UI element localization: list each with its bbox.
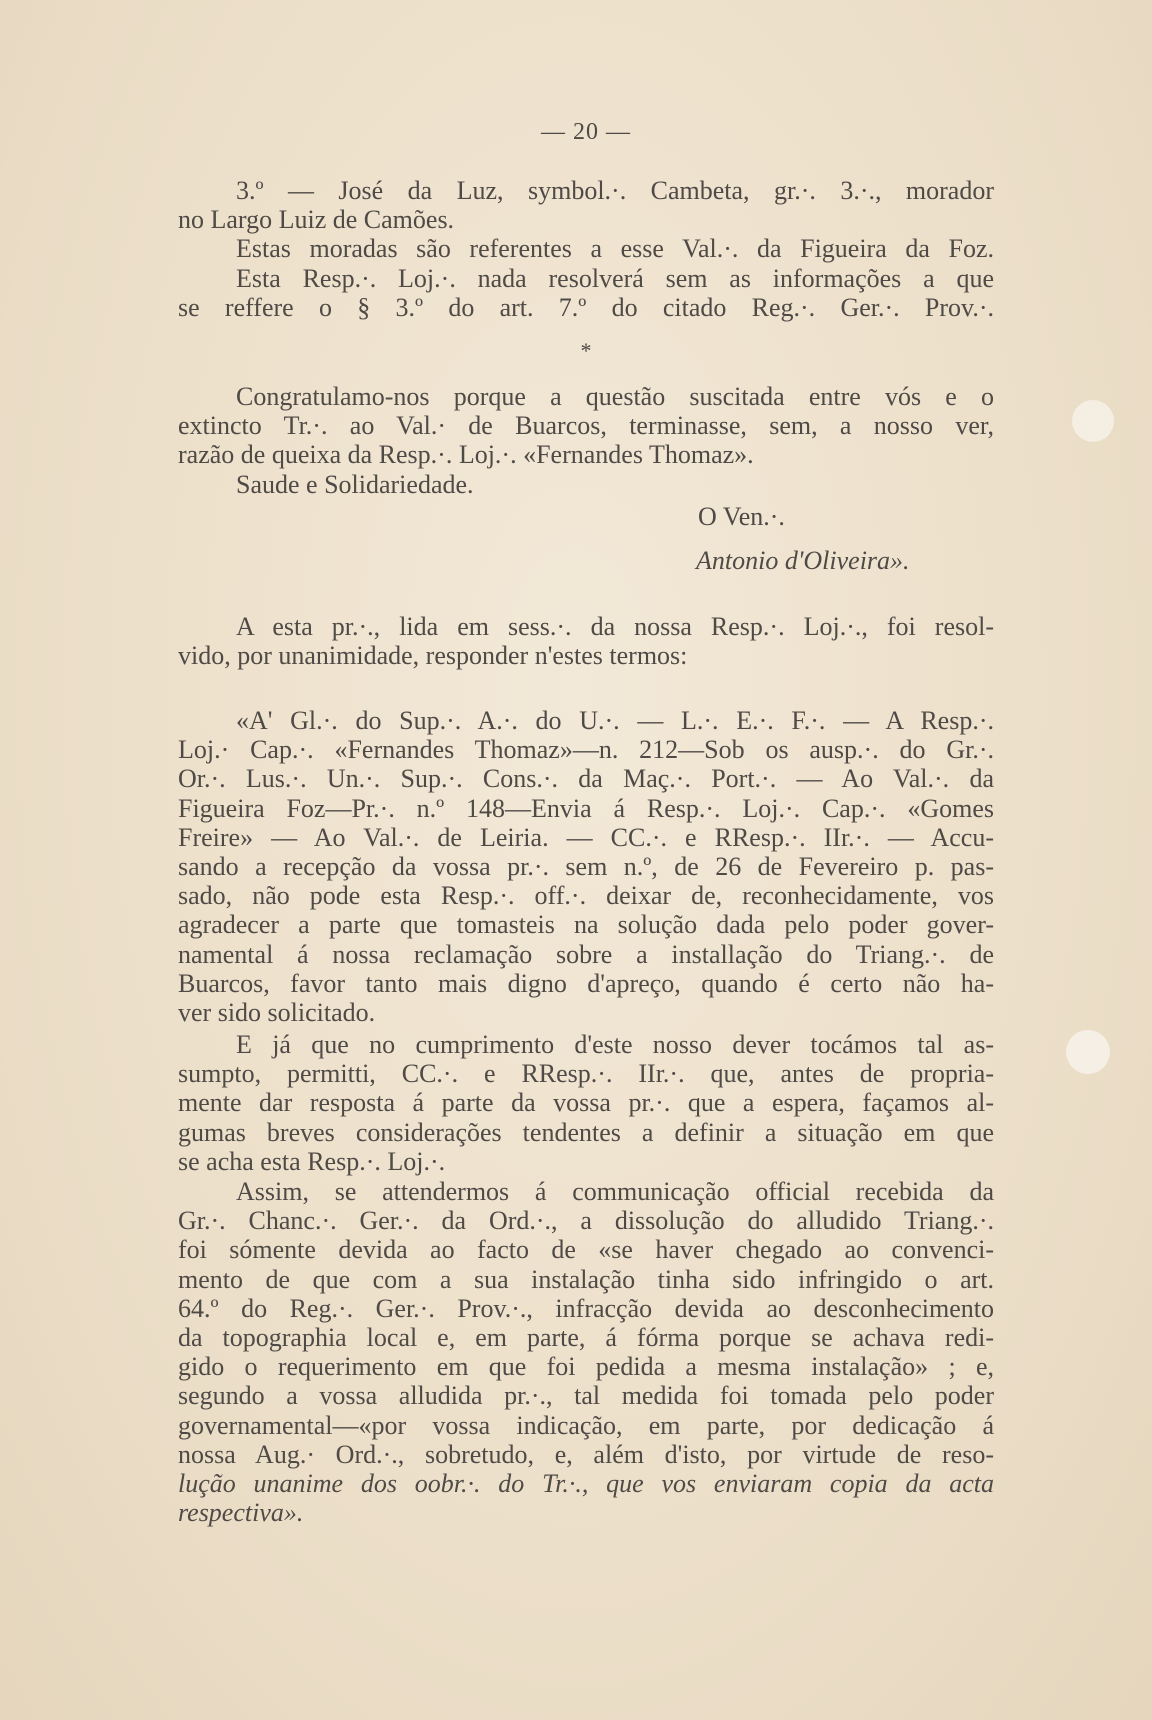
text-line: gumas breves considerações tendentes a definir a situação em que — [178, 1117, 994, 1147]
text-line: extincto Tr.·. ao Val.· de Buarcos, terminasse, sem, a nosso ver, — [178, 411, 994, 441]
text-line: gido o requerimento em que foi pedida a mesma instalação» ; e, — [178, 1352, 994, 1382]
text-line: governamental—«por vossa indicação, em parte, por dedicação á — [178, 1410, 994, 1440]
text-line: Figueira Foz—Pr.·. n.º 148—Envia á Resp.·. Loj.·. Cap.·. «Gomes — [178, 793, 994, 823]
text-line-italic: respectiva». — [178, 1498, 304, 1528]
paper-stain — [1066, 1030, 1110, 1074]
text-line: sando a recepção da vossa pr.·. sem n.º, de 26 de Fevereiro p. pas- — [178, 852, 994, 882]
text-line: 64.º do Reg.·. Ger.·. Prov.·., infracção devida ao desconhecimento — [178, 1293, 994, 1323]
text-line: Saude e Solidariedade. — [236, 469, 474, 499]
text-line: nossa Aug.· Ord.·., sobretudo, e, além d'isto, por virtude de reso- — [178, 1439, 994, 1469]
text-line: Esta Resp.·. Loj.·. nada resolverá sem as informações a que — [236, 263, 994, 293]
text-line: ver sido solicitado. — [178, 998, 376, 1028]
paragraph-1 — [178, 176, 994, 322]
text-line: Estas moradas são referentes a esse Val.·. da Figueira da Foz. — [236, 234, 994, 264]
paragraph-5 — [178, 1030, 994, 1176]
paper-stain — [1072, 400, 1114, 442]
text-line: Congratulamo-nos porque a questão suscitada entre vós e o — [236, 382, 994, 411]
text-line: A esta pr.·., lida em sess.·. da nossa Resp.·. Loj.·., foi resol- — [236, 612, 994, 641]
text-line: sumpto, permitti, CC.·. e RResp.·. IIr.·. que, antes de propria- — [178, 1059, 994, 1089]
text-line: mente dar resposta á parte da vossa pr.·. que a espera, façamos al- — [178, 1088, 994, 1118]
text-line: Assim, se attendermos á communicação official recebida da — [236, 1177, 994, 1206]
text-line: Freire» — Ao Val.·. de Leiria. — CC.·. e RResp.·. IIr.·. — Accu- — [178, 822, 994, 852]
asterisk-divider: * — [580, 338, 592, 363]
text-line: foi sómente devida ao facto de «se haver chegado ao convenci- — [178, 1235, 994, 1265]
text-line: Buarcos, favor tanto mais digno d'apreço, quando é certo não ha- — [178, 968, 994, 998]
text-line: se acha esta Resp.·. Loj.·. — [178, 1146, 446, 1176]
signature-title: O Ven.·. — [698, 502, 785, 531]
text-line: namental á nossa reclamação sobre a installação do Triang.·. de — [178, 939, 994, 969]
paragraph-6 — [178, 1177, 994, 1527]
text-line: mento de que com a sua instalação tinha sido infringido o art. — [178, 1264, 994, 1294]
text-line: «A' Gl.·. do Sup.·. A.·. do U.·. — L.·. E.·. F.·. — A Resp.·. — [236, 706, 994, 735]
text-line: Gr.·. Chanc.·. Ger.·. da Ord.·., a dissolução do alludido Triang.·. — [178, 1206, 994, 1236]
page-number: — 20 — — [541, 119, 631, 145]
paragraph-2 — [178, 382, 994, 499]
text-line: E já que no cumprimento d'este nosso dever tocámos tal as- — [236, 1030, 994, 1059]
text-line: segundo a vossa alludida pr.·., tal medida foi tomada pelo poder — [178, 1381, 994, 1411]
text-line: da topographia local e, em parte, á fórma porque se achava redi- — [178, 1323, 994, 1353]
text-line: vido, por unanimidade, responder n'estes termos: — [178, 641, 688, 671]
text-line: sado, não pode esta Resp.·. off.·. deixar de, reconhecidamente, vos — [178, 881, 994, 911]
paragraph-3 — [178, 612, 994, 670]
paragraph-4 — [178, 706, 994, 1027]
text-line: razão de queixa da Resp.·. Loj.·. «Fernandes Thomaz». — [178, 440, 754, 470]
text-line-italic: lução unanime dos oobr.·. do Tr.·., que vos enviaram copia da acta — [178, 1469, 994, 1499]
text-line: Or.·. Lus.·. Un.·. Sup.·. Cons.·. da Maç.·. Port.·. — Ao Val.·. da — [178, 764, 994, 794]
text-line: no Largo Luiz de Camões. — [178, 205, 455, 235]
text-line: se reffere o § 3.º do art. 7.º do citado Reg.·. Ger.·. Prov.·. — [178, 292, 994, 322]
text-line: Loj.· Cap.·. «Fernandes Thomaz»—n. 212—Sob os ausp.·. do Gr.·. — [178, 735, 994, 765]
text-line: 3.º — José da Luz, symbol.·. Cambeta, gr.·. 3.·., morador — [236, 176, 994, 205]
signature-name: Antonio d'Oliveira». — [696, 546, 910, 575]
text-line: agradecer a parte que tomasteis na solução dada pelo poder gover- — [178, 910, 994, 940]
